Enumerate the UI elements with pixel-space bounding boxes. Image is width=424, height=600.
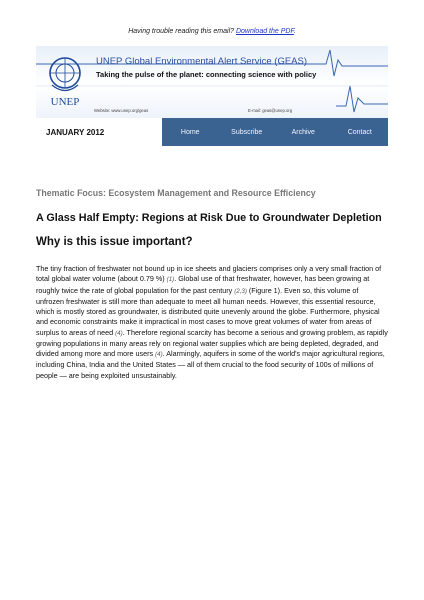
nav-home-link[interactable]: Home	[180, 128, 200, 136]
pdf-notice-text: Having trouble reading this email?	[128, 28, 236, 35]
pdf-notice-end: .	[293, 28, 296, 35]
paragraph-text-1: The tiny fraction of freshwater not bound up in ice sheets and glaciers comprises only a very small fraction of total global water volume (about 0.79 %)	[36, 264, 382, 284]
paragraph-text-5: . Alarmingly, aquifers in some of the world's major agricultural regions, including China, India and the United States — all of them crucial to the food security of 100s of millions of people — are being exploited unsustainably.	[36, 349, 385, 380]
website-text: Website: www.unep.org/geas	[94, 108, 149, 113]
geas-banner	[36, 46, 388, 118]
unep-logo-text: UNEP	[50, 96, 80, 108]
article-headline: A Glass Half Empty: Regions at Risk Due to Groundwater Depletion	[36, 212, 382, 224]
nav-contact-link[interactable]: Contact	[347, 128, 372, 136]
thematic-focus: Thematic Focus: Ecosystem Management and Resource Efficiency	[36, 188, 316, 198]
nav-archive-link[interactable]: Archive	[291, 128, 315, 136]
download-pdf-link[interactable]: Download the PDF	[235, 28, 294, 35]
issue-date: JANUARY 2012	[36, 118, 162, 146]
nav-bar	[162, 118, 388, 146]
service-title: UNEP Global Environmental Alert Service (GEAS)	[96, 56, 308, 67]
citation-3: (4)	[115, 329, 123, 337]
paragraph-text-3: (Figure 1). Even so, this volume of unfrozen freshwater is still more than adequate to meet all human needs. However, this essential resource, which is mostly stored as groundwater, is distributed quite unevenly around the globe. Furthermore, physical and economic constraints make it impractical in most cases to move great volumes of water from areas of surplus to areas of need	[36, 285, 380, 337]
paragraph-text-2: . Global use of that freshwater, however, has been growing at roughly twice the rate of global population for the past century	[36, 274, 370, 295]
nav-subscribe-link[interactable]: Subscribe	[231, 128, 263, 136]
section-heading: Why is this issue important?	[36, 236, 193, 248]
article-paragraph	[36, 264, 388, 381]
citation-1: (1)	[166, 276, 175, 284]
citation-4: (4)	[155, 351, 163, 358]
service-tagline: Taking the pulse of the planet: connecting science with policy	[96, 70, 317, 79]
paragraph-text-4: . Therefore regional scarcity has become a serious and growing problem, as rapidly growing populations in many areas rely on regional water supplies which are being depleted, degraded, and divided among more and more users	[36, 327, 388, 358]
pdf-notice	[0, 28, 424, 35]
unep-logo-icon	[42, 52, 88, 112]
header-bar	[36, 118, 388, 146]
citation-2: (2,3)	[234, 287, 247, 295]
email-text: E-mail: geas@unep.org	[248, 108, 293, 113]
